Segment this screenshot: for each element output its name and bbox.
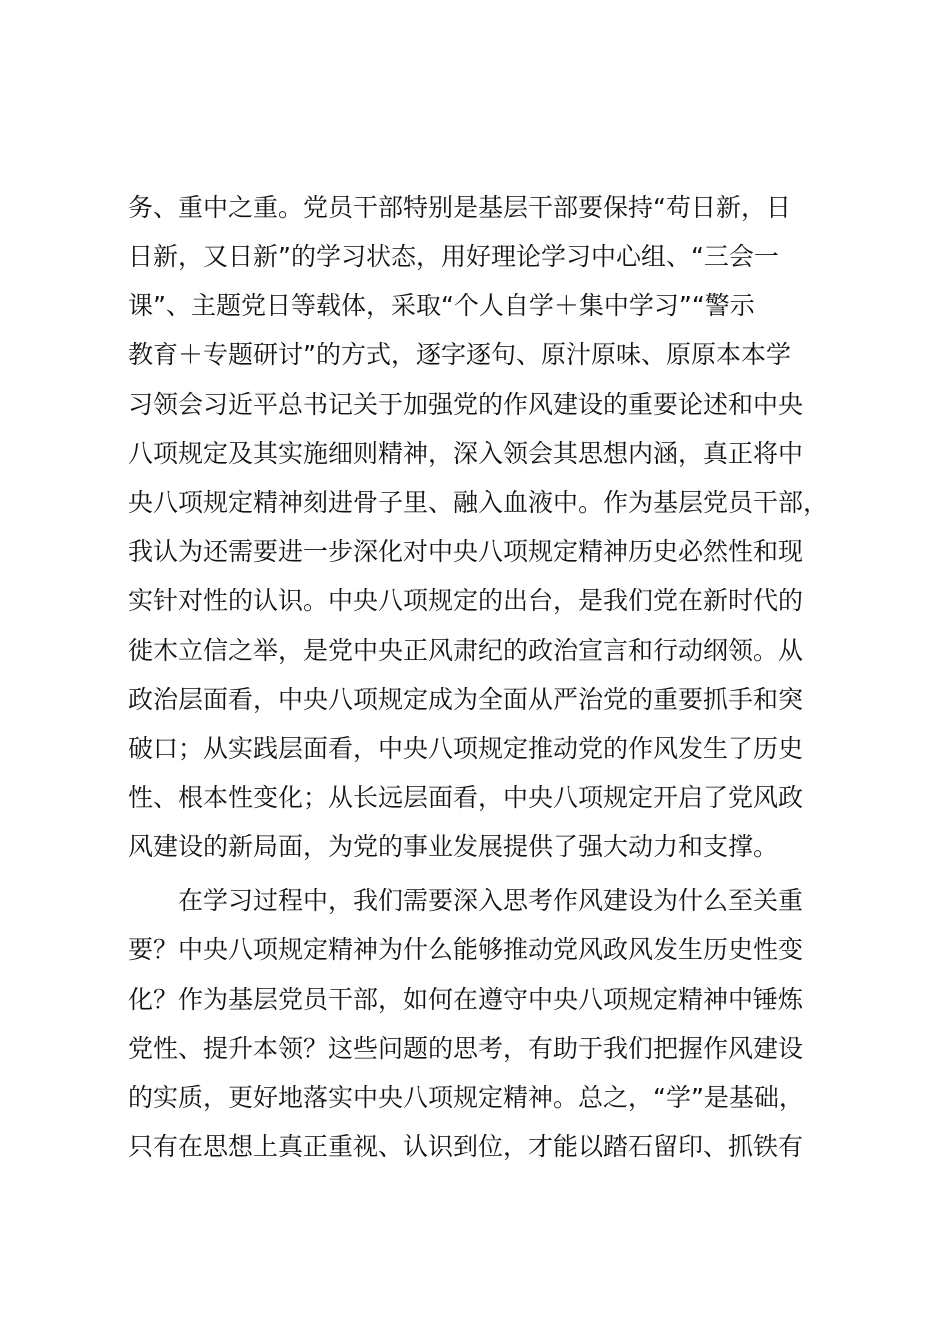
text-line: 教育＋专题研讨”的方式，逐字逐句、原汁原味、原原本本学 xyxy=(128,340,791,369)
text-line: 实针对性的认识。中央八项规定的出台，是我们党在新时代的 xyxy=(128,586,804,615)
text-line: 八项规定及其实施细则精神，深入领会其思想内涵，真正将中 xyxy=(128,439,804,468)
paragraph-first-line: 在学习过程中，我们需要深入思考作风建设为什么至关重 xyxy=(178,886,804,915)
text-line: 我认为还需要进一步深化对中央八项规定精神历史必然性和现 xyxy=(128,537,804,566)
text-line: 要？中央八项规定精神为什么能够推动党风政风发生历史性变 xyxy=(128,935,804,964)
text-line: 的实质，更好地落实中央八项规定精神。总之，“学”是基础， xyxy=(128,1083,804,1112)
text-line: 习领会习近平总书记关于加强党的作风建设的重要论述和中央 xyxy=(128,390,804,419)
text-line: 化？作为基层党员干部，如何在遵守中央八项规定精神中锤炼 xyxy=(128,985,804,1014)
text-line: 徙木立信之举，是党中央正风肃纪的政治宣言和行动纲领。从 xyxy=(128,636,804,665)
text-line: 日新，又日新”的学习状态，用好理论学习中心组、“三会一 xyxy=(128,242,779,271)
text-line: 只有在思想上真正重视、认识到位，才能以踏石留印、抓铁有 xyxy=(128,1132,804,1161)
text-line: 央八项规定精神刻进骨子里、融入血液中。作为基层党员干部， xyxy=(128,488,829,517)
text-line: 务、重中之重。党员干部特别是基层干部要保持“苟日新，日 xyxy=(128,193,791,222)
text-line: 性、根本性变化；从长远层面看，中央八项规定开启了党风政 xyxy=(128,783,804,812)
text-line: 政治层面看，中央八项规定成为全面从严治党的重要抓手和突 xyxy=(128,685,804,714)
text-line: 课”、主题党日等载体，采取“个人自学＋集中学习”“警示 xyxy=(128,291,755,320)
text-line: 风建设的新局面，为党的事业发展提供了强大动力和支撑。 xyxy=(128,832,779,861)
text-line: 破口；从实践层面看，中央八项规定推动党的作风发生了历史 xyxy=(128,734,804,763)
text-line: 党性、提升本领？这些问题的思考，有助于我们把握作风建设 xyxy=(128,1034,804,1063)
